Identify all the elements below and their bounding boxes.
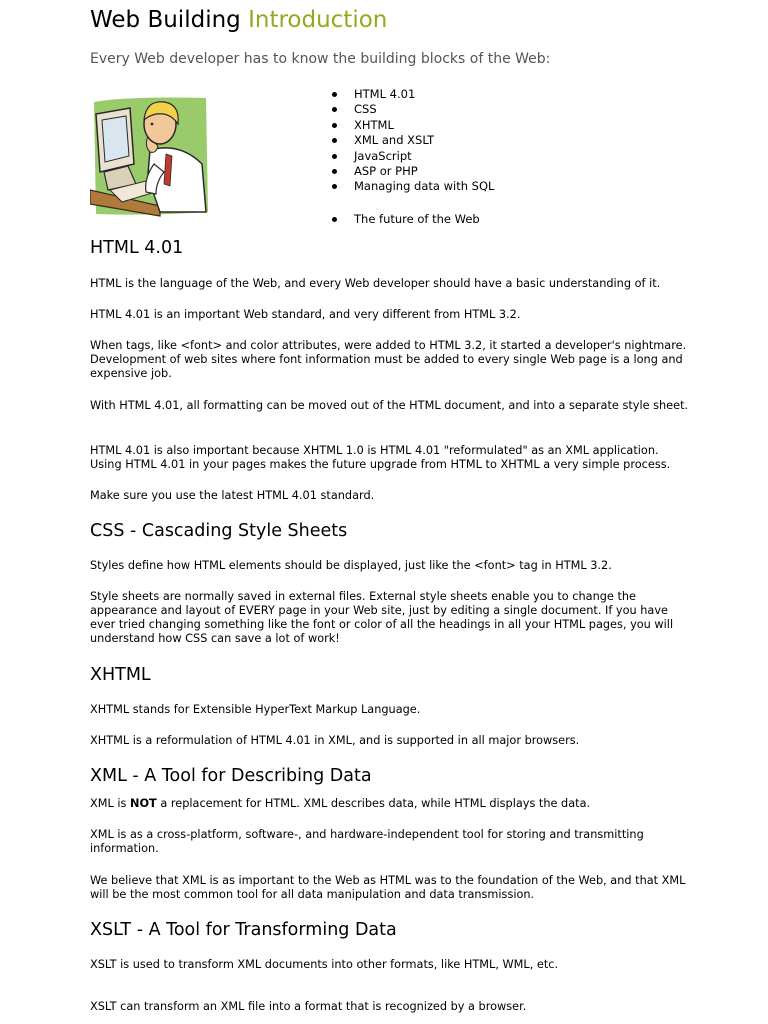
topic-item: XHTML: [330, 118, 494, 133]
xslt-paragraph-1: XSLT is used to transform XML documents into other formats, like HTML, WML, etc.: [90, 958, 559, 971]
html-paragraph-3: When tags, like <font> and color attributes, were added to HTML 3.2, it started a developer's nightmare. Development of web sites where font information must be added to every single Web page is a long and expensive job.: [90, 339, 687, 380]
xml-p1-emphasis: NOT: [130, 797, 157, 810]
section-heading-css: CSS - Cascading Style Sheets: [90, 521, 348, 541]
title-main: Web Building: [90, 7, 241, 33]
topic-item: HTML 4.01: [330, 87, 494, 102]
section-heading-xhtml: XHTML: [90, 665, 151, 685]
css-paragraph-2: Style sheets are normally saved in external files. External style sheets enable you to change the appearance and layout of EVERY page in your Web site, just by editing a single document. If you have ever tried changing something like the font or color of all the headings in all your HTML pages, you will understand how CSS can save a lot of work!: [90, 590, 674, 645]
html-paragraph-6: Make sure you use the latest HTML 4.01 standard.: [90, 489, 375, 502]
topic-item: XML and XSLT: [330, 133, 494, 148]
xhtml-paragraph-1: XHTML stands for Extensible HyperText Markup Language.: [90, 703, 421, 716]
topic-item: ASP or PHP: [330, 164, 494, 179]
html-paragraph-5: HTML 4.01 is also important because XHTML 1.0 is HTML 4.01 "reformulated" as an XML application. Using HTML 4.01 in your pages makes the future upgrade from HTML to XHTML a very simple process.: [90, 444, 671, 471]
xml-p1-pre: XML is: [90, 797, 130, 810]
section-heading-html: HTML 4.01: [90, 238, 184, 258]
page-subtitle: Every Web developer has to know the building blocks of the Web:: [90, 51, 551, 67]
xml-paragraph-2: XML is as a cross-platform, software-, and hardware-independent tool for storing and transmitting information.: [90, 828, 644, 855]
xml-p1-post: a replacement for HTML. XML describes data, while HTML displays the data.: [156, 797, 591, 810]
html-paragraph-1: HTML is the language of the Web, and every Web developer should have a basic understanding of it.: [90, 277, 661, 290]
html-paragraph-4: With HTML 4.01, all formatting can be moved out of the HTML document, and into a separate style sheet.: [90, 399, 689, 412]
html-paragraph-2: HTML 4.01 is an important Web standard, and very different from HTML 3.2.: [90, 308, 521, 321]
xhtml-paragraph-2: XHTML is a reformulation of HTML 4.01 in XML, and is supported in all major browsers.: [90, 734, 580, 747]
section-heading-xml: XML - A Tool for Describing Data: [90, 766, 372, 786]
section-heading-xslt: XSLT - A Tool for Transforming Data: [90, 920, 397, 940]
topic-item: Managing data with SQL: [330, 179, 494, 194]
topic-item: The future of the Web: [330, 212, 494, 227]
title-accent: Introduction: [248, 7, 388, 33]
man-at-computer-icon: [90, 94, 210, 218]
css-paragraph-1: Styles define how HTML elements should be displayed, just like the <font> tag in HTML 3.2.: [90, 559, 612, 572]
page-title: [90, 6, 387, 34]
xml-paragraph-3: We believe that XML is as important to the Web as HTML was to the foundation of the Web, and that XML will be the most common tool for all data manipulation and data transmission.: [90, 874, 686, 901]
topics-list: [330, 87, 494, 227]
xml-paragraph-1: [90, 797, 690, 811]
xslt-paragraph-2: XSLT can transform an XML file into a format that is recognized by a browser.: [90, 1000, 527, 1013]
topic-item: CSS: [330, 102, 494, 117]
topic-item: JavaScript: [330, 149, 494, 164]
